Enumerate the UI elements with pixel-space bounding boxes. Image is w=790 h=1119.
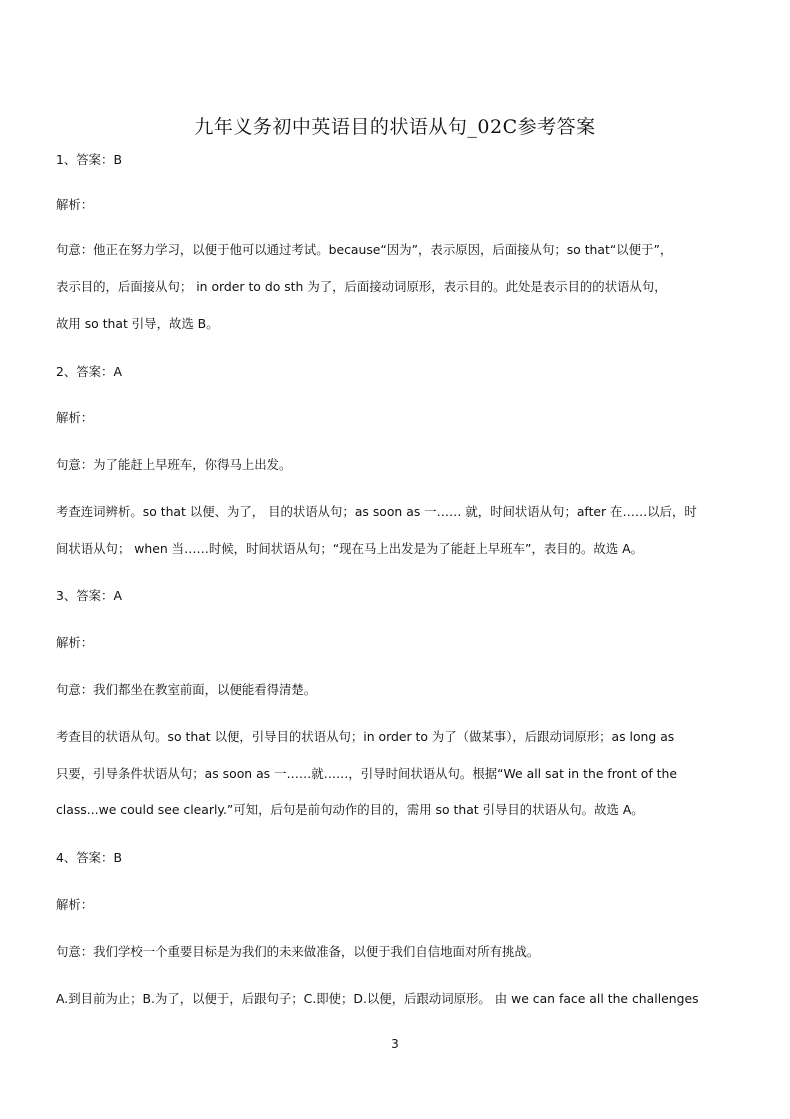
analysis-3-label: 解析： [56,635,94,650]
analysis-3-meaning: 句意：我们都坐在教室前面，以便能看得清楚。 [56,682,317,697]
analysis-3-text-line-2: 只要，引导条件状语从句；as soon as 一……就……，引导时间状语从句。根据“We all sat in the front of the [56,766,678,781]
analysis-4-meaning: 句意：我们学校一个重要目标是为我们的未来做准备，以便于我们自信地面对所有挑战。 [56,944,540,959]
answer-1-heading: 1、答案：B [56,152,122,167]
analysis-3-text-line-1: 考查目的状语从句。so that 以便，引导目的状语从句；in order to 为了（做某事），后跟动词原形；as long as [56,729,675,744]
analysis-4-label: 解析： [56,897,94,912]
answer-2-heading: 2、答案：A [56,364,122,379]
analysis-3-text-line-3: class...we could see clearly.”可知，后句是前句动作的目的，需用 so that 引导目的状语从句。故选 A。 [56,802,644,817]
analysis-4-text-line-1: A.到目前为止；B.为了，以便于，后跟句子；C.即使；D.以便，后跟动词原形。 由 we can face all the challenges [56,991,699,1006]
analysis-1-text-line-2: 表示目的，后面接从句； in order to do sth 为了，后面接动词原形，表示目的。此处是表示目的的状语从句， [56,279,667,294]
analysis-2-label: 解析： [56,410,94,425]
analysis-1-text-line-1: 句意：他正在努力学习，以便于他可以通过考试。because“因为”，表示原因，后面接从句；so that“以便于”， [56,242,673,257]
analysis-1-text-line-3: 故用 so that 引导，故选 B。 [56,316,219,331]
document-title: 九年义务初中英语目的状语从句_02C参考答案 [194,116,596,138]
answer-3-heading: 3、答案：A [56,588,122,603]
page-number: 3 [391,1037,399,1051]
analysis-2-meaning: 句意：为了能赶上早班车，你得马上出发。 [56,457,292,472]
analysis-1-label: 解析： [56,197,94,212]
analysis-2-text-line-1: 考查连词辨析。so that 以便、为了， 目的状语从句；as soon as 一…… 就，时间状语从句；after 在……以后，时 [56,504,697,519]
answer-4-heading: 4、答案：B [56,850,122,865]
analysis-2-text-line-2: 间状语从句； when 当……时候，时间状语从句；“现在马上出发是为了能赶上早班车”，表目的。故选 A。 [56,541,643,556]
